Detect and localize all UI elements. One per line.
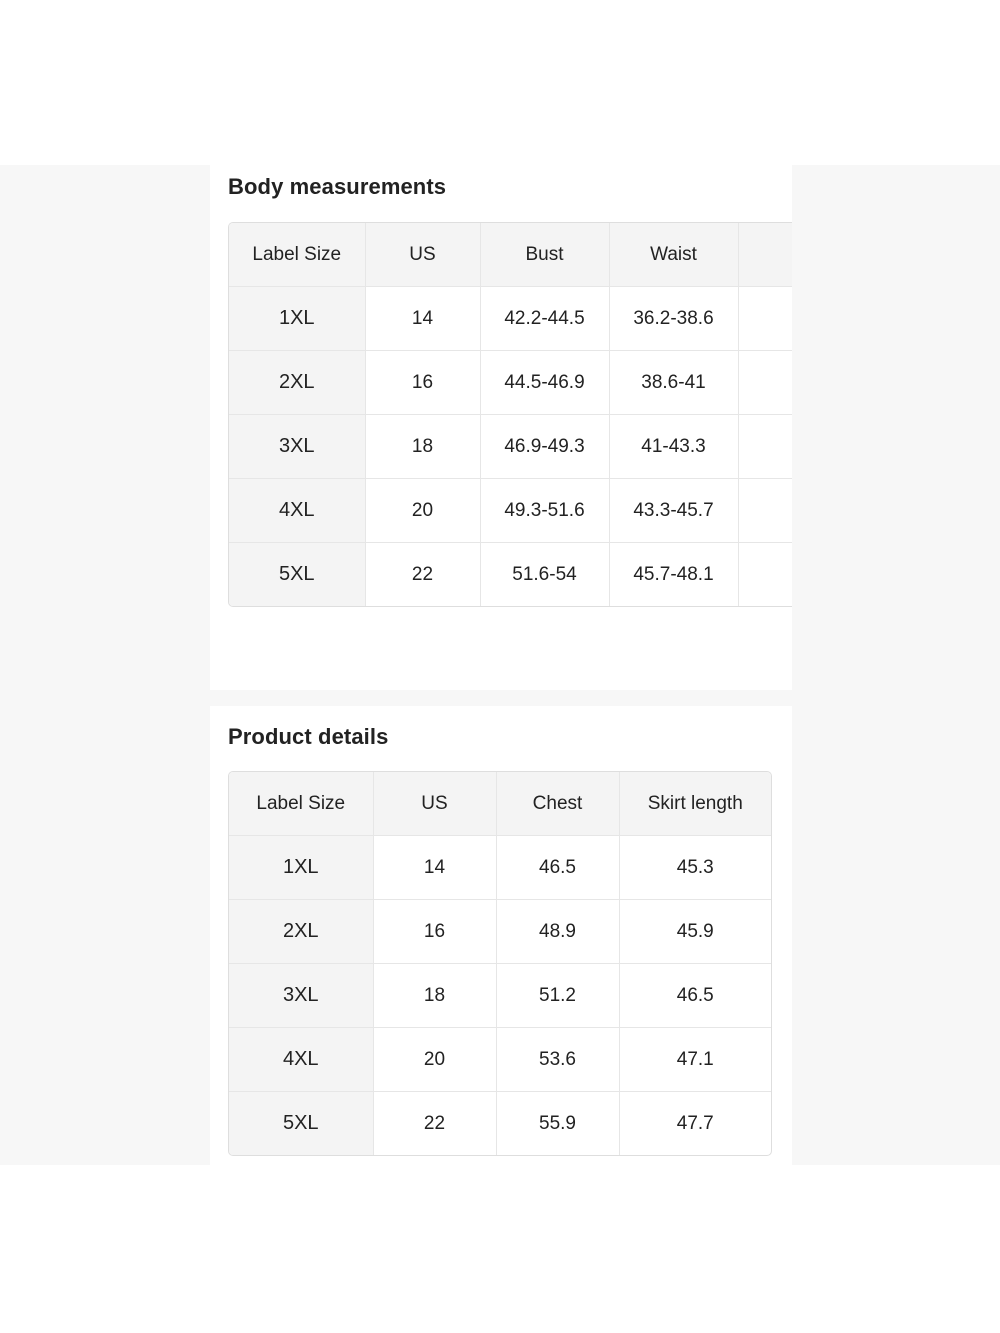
table-row bbox=[229, 836, 771, 900]
column-header bbox=[738, 223, 792, 287]
table-cell: 45.7-48.1 bbox=[609, 543, 738, 607]
table-cell: 53.6 bbox=[496, 1028, 619, 1092]
table-header-row bbox=[229, 223, 792, 287]
column-header: Label Size bbox=[229, 223, 365, 287]
table-cell: 51.6-54 bbox=[480, 543, 609, 607]
table-cell: 55.9 bbox=[496, 1092, 619, 1156]
table-cell: 46.9-49.3 bbox=[480, 415, 609, 479]
table-cell: 16 bbox=[373, 900, 496, 964]
table-cell: 22 bbox=[365, 543, 480, 607]
table-cell bbox=[738, 351, 792, 415]
size-label-cell: 1XL bbox=[229, 836, 373, 900]
size-label-cell: 3XL bbox=[229, 415, 365, 479]
table-row bbox=[229, 415, 792, 479]
table-row bbox=[229, 964, 771, 1028]
table-cell: 44.5-46.9 bbox=[480, 351, 609, 415]
table-cell: 16 bbox=[365, 351, 480, 415]
column-header: Waist bbox=[609, 223, 738, 287]
table-cell: 36.2-38.6 bbox=[609, 287, 738, 351]
size-label-cell: 1XL bbox=[229, 287, 365, 351]
table-row bbox=[229, 900, 771, 964]
table-cell: 42.2-44.5 bbox=[480, 287, 609, 351]
size-label-cell: 4XL bbox=[229, 1028, 373, 1092]
table-row bbox=[229, 543, 792, 607]
size-label-cell: 2XL bbox=[229, 351, 365, 415]
table-cell: 18 bbox=[373, 964, 496, 1028]
body-measurements-title: Body measurements bbox=[228, 174, 447, 199]
column-header: Skirt length bbox=[619, 772, 771, 836]
product-details-table bbox=[229, 772, 771, 1155]
table-row bbox=[229, 1092, 771, 1156]
body-measurements-card bbox=[210, 165, 792, 690]
body-measurements-table-container[interactable] bbox=[228, 222, 792, 607]
table-cell: 14 bbox=[365, 287, 480, 351]
size-label-cell: 5XL bbox=[229, 1092, 373, 1156]
table-cell: 46.5 bbox=[496, 836, 619, 900]
column-header: US bbox=[373, 772, 496, 836]
table-cell: 45.9 bbox=[619, 900, 771, 964]
column-header: US bbox=[365, 223, 480, 287]
table-header-row bbox=[229, 772, 771, 836]
table-cell bbox=[738, 479, 792, 543]
table-cell bbox=[738, 287, 792, 351]
table-cell: 49.3-51.6 bbox=[480, 479, 609, 543]
table-cell: 22 bbox=[373, 1092, 496, 1156]
table-cell: 20 bbox=[373, 1028, 496, 1092]
table-cell: 47.1 bbox=[619, 1028, 771, 1092]
table-row bbox=[229, 479, 792, 543]
table-cell bbox=[738, 543, 792, 607]
column-header: Bust bbox=[480, 223, 609, 287]
table-cell: 47.7 bbox=[676, 1112, 714, 1134]
table-cell: 14 bbox=[373, 836, 496, 900]
product-details-title: Product details bbox=[228, 724, 389, 749]
table-cell: 20 bbox=[365, 479, 480, 543]
table-cell: 18 bbox=[365, 415, 480, 479]
size-label-cell: 2XL bbox=[229, 900, 373, 964]
size-label-cell: 5XL bbox=[229, 543, 365, 607]
table-row bbox=[229, 287, 792, 351]
size-label-cell: 4XL bbox=[229, 479, 365, 543]
column-header: Chest bbox=[496, 772, 619, 836]
table-cell: 48.9 bbox=[496, 900, 619, 964]
product-details-card bbox=[210, 706, 792, 1165]
table-cell: 43.3-45.7 bbox=[609, 479, 738, 543]
product-details-table-container bbox=[228, 771, 772, 1156]
table-row bbox=[229, 1028, 771, 1092]
size-label-cell: 3XL bbox=[229, 964, 373, 1028]
body-measurements-table bbox=[229, 223, 792, 606]
table-cell: 51.2 bbox=[496, 964, 619, 1028]
table-cell: 46.5 bbox=[619, 964, 771, 1028]
table-cell: 41-43.3 bbox=[609, 415, 738, 479]
table-row bbox=[229, 351, 792, 415]
table-cell: 45.3 bbox=[619, 836, 771, 900]
column-header: Label Size bbox=[229, 772, 373, 836]
table-cell: 38.6-41 bbox=[609, 351, 738, 415]
table-cell bbox=[738, 415, 792, 479]
